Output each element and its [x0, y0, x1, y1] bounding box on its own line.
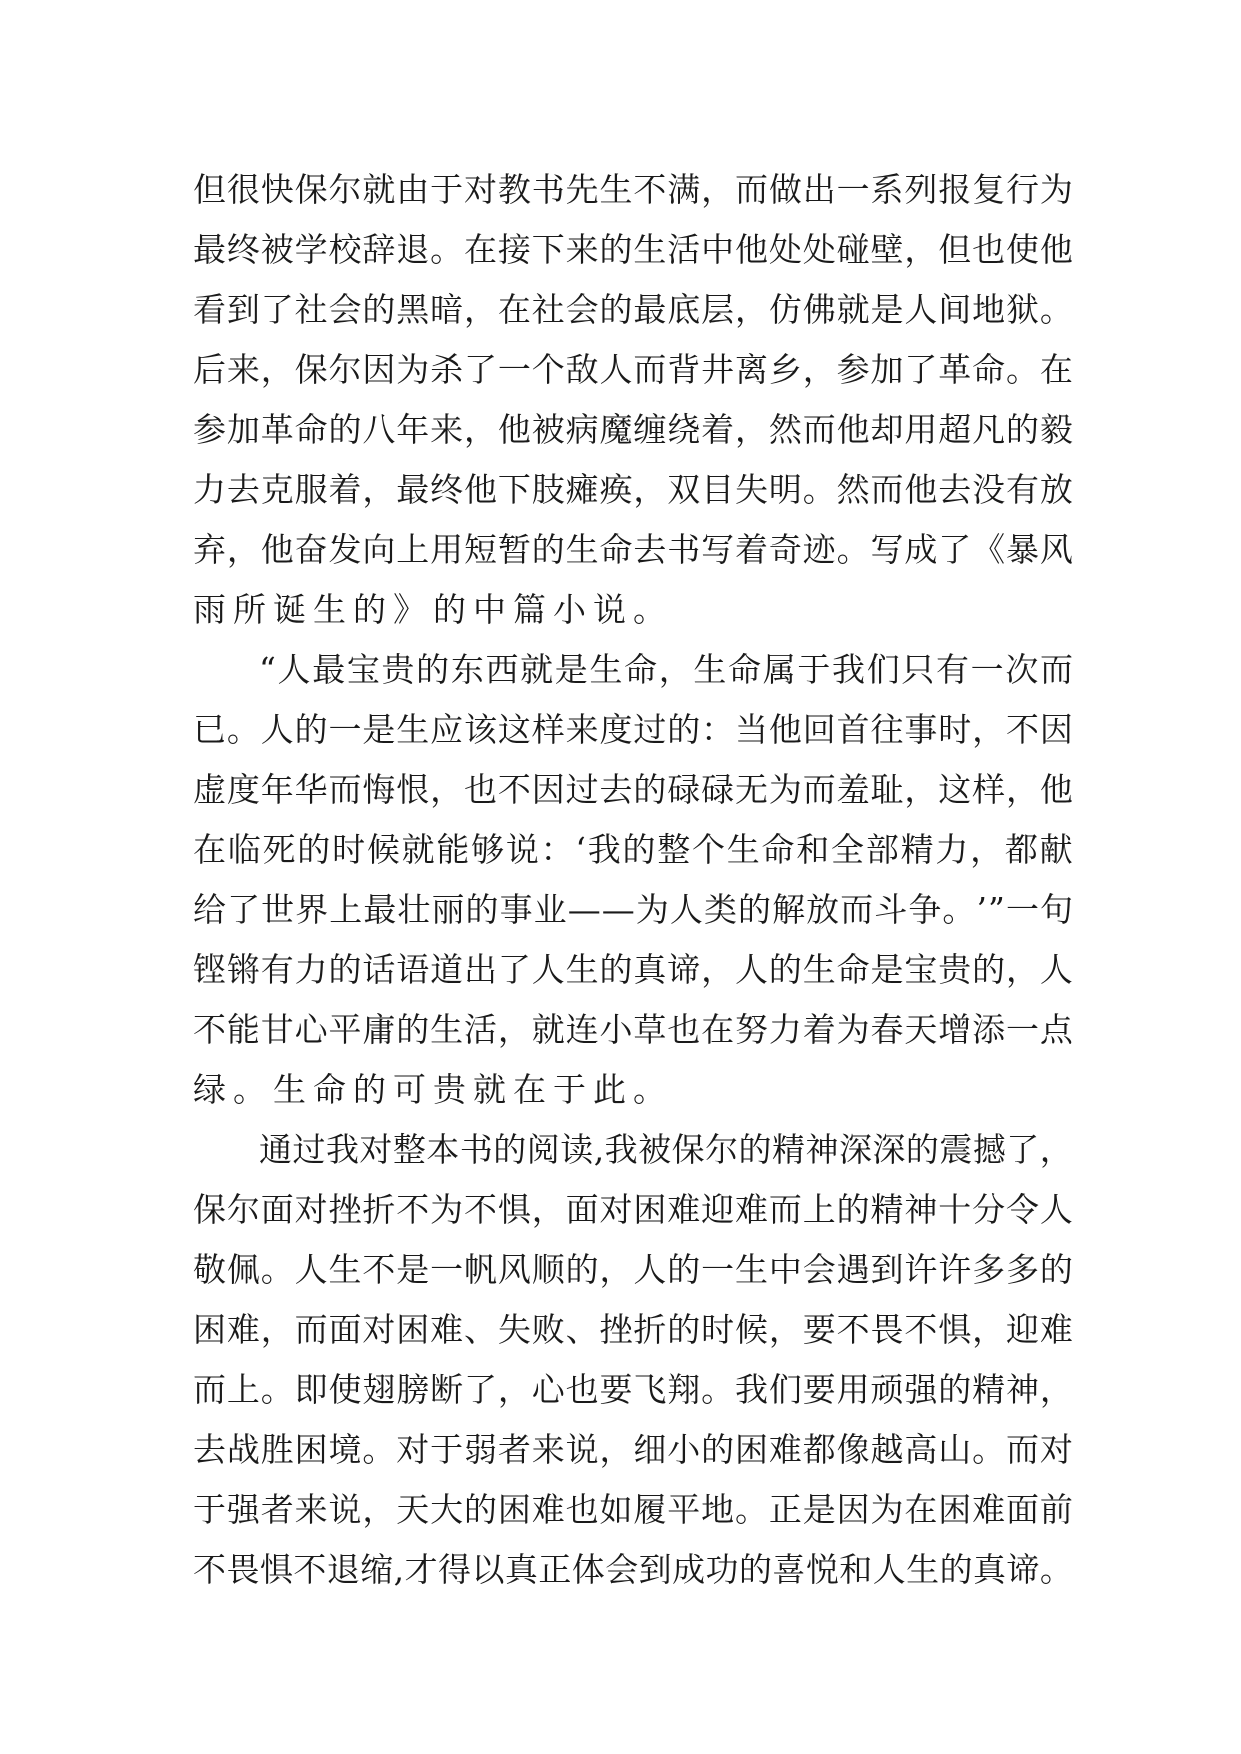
- text-line: 在 临 死 的 时 候 就 能 够 说 ： ‘ 我 的 整 个 生 命 和 全 部 精 力 ， 都 献: [193, 830, 1073, 869]
- text-line: 弃 ， 他 奋 发 向 上 用 短 暂 的 生 命 去 书 写 着 奇 迹 。 写 成 了 《 暴 风: [193, 530, 1073, 569]
- text-line: 铿 锵 有 力 的 话 语 道 出 了 人 生 的 真 谛 ， 人 的 生 命 是 宝 贵 的 ， 人: [193, 950, 1073, 989]
- text-line: 于 强 者 来 说 ， 天 大 的 困 难 也 如 履 平 地 。 正 是 因 为 在 困 难 面 前: [193, 1490, 1073, 1529]
- text-line: 雨所诞生的》的中篇小说。: [193, 590, 673, 629]
- paragraph-2: [193, 640, 1073, 1120]
- paragraph-3: [193, 1120, 1073, 1600]
- text-line: 敬 佩 。 人 生 不 是 一 帆 风 顺 的 ， 人 的 一 生 中 会 遇 到 许 许 多 多 的: [193, 1250, 1073, 1289]
- text-line: 参 加 革 命 的 八 年 来 ， 他 被 病 魔 缠 绕 着 ， 然 而 他 却 用 超 凡 的 毅: [193, 410, 1073, 449]
- text-line: 困 难 ， 而 面 对 困 难 、 失 败 、 挫 折 的 时 候 ， 要 不 畏 不 惧 ， 迎 难: [193, 1310, 1073, 1349]
- paragraph-1: [193, 160, 1073, 640]
- text-line: 不 畏 惧 不 退 缩 , 才 得 以 真 正 体 会 到 成 功 的 喜 悦 和 人 生 的 真 谛 。: [193, 1550, 1073, 1589]
- text-line: 而 上 。 即 使 翅 膀 断 了 ， 心 也 要 飞 翔 。 我 们 要 用 顽 强 的 精 神 ，: [193, 1370, 1073, 1409]
- text-line: 虚 度 年 华 而 悔 恨 ， 也 不 因 过 去 的 碌 碌 无 为 而 羞 耻 ， 这 样 ， 他: [193, 770, 1073, 809]
- text-line: 给 了 世 界 上 最 壮 丽 的 事 业 — — 为 人 类 的 解 放 而 斗 争 。 ’ ” 一 句: [193, 890, 1073, 929]
- text-line: 保 尔 面 对 挫 折 不 为 不 惧 ， 面 对 困 难 迎 难 而 上 的 精 神 十 分 令 人: [193, 1190, 1073, 1229]
- document-body: [193, 160, 1073, 1600]
- text-line: 绿。生命的可贵就在于此。: [193, 1070, 673, 1109]
- text-line: 去 战 胜 困 境 。 对 于 弱 者 来 说 ， 细 小 的 困 难 都 像 越 高 山 。 而 对: [193, 1430, 1073, 1469]
- text-line: 力 去 克 服 着 ， 最 终 他 下 肢 瘫 痪 ， 双 目 失 明 。 然 而 他 去 没 有 放: [193, 470, 1073, 509]
- text-line: 后 来 ， 保 尔 因 为 杀 了 一 个 敌 人 而 背 井 离 乡 ， 参 加 了 革 命 。 在: [193, 350, 1073, 389]
- text-line: 最 终 被 学 校 辞 退 。 在 接 下 来 的 生 活 中 他 处 处 碰 壁 ， 但 也 使 他: [193, 230, 1073, 269]
- text-line: 已 。 人 的 一 是 生 应 该 这 样 来 度 过 的 ： 当 他 回 首 往 事 时 ， 不 因: [193, 710, 1073, 749]
- text-line: 不 能 甘 心 平 庸 的 生 活 ， 就 连 小 草 也 在 努 力 着 为 春 天 增 添 一 点: [193, 1010, 1073, 1049]
- text-line: 看 到 了 社 会 的 黑 暗 ， 在 社 会 的 最 底 层 ， 仿 佛 就 是 人 间 地 狱 。: [193, 290, 1073, 329]
- text-line: 通 过 我 对 整 本 书 的 阅 读 , 我 被 保 尔 的 精 神 深 深 的 震 撼 了 ，: [259, 1130, 1073, 1169]
- text-line: 但 很 快 保 尔 就 由 于 对 教 书 先 生 不 满 ， 而 做 出 一 系 列 报 复 行 为: [193, 170, 1073, 209]
- text-line: “ 人 最 宝 贵 的 东 西 就 是 生 命 ， 生 命 属 于 我 们 只 有 一 次 而: [259, 650, 1073, 689]
